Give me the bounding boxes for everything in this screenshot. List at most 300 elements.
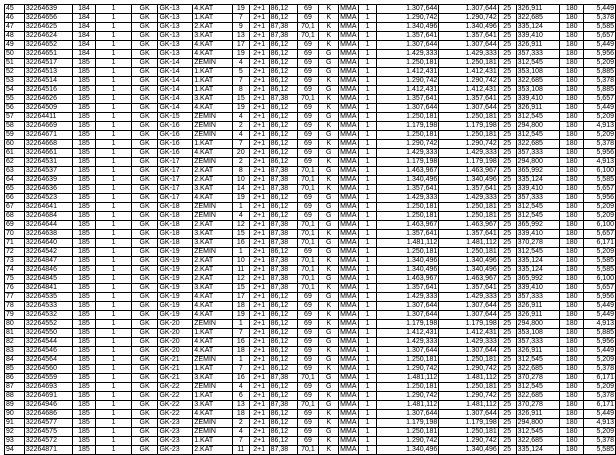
code-cell[interactable]: 32264572	[24, 437, 72, 446]
row-number-cell[interactable]: 79	[5, 311, 25, 320]
group-cell[interactable]: GK	[131, 302, 158, 311]
table-row[interactable]	[5, 383, 616, 392]
code-cell[interactable]: 32264846	[24, 266, 72, 275]
project-cell[interactable]: MMA	[339, 68, 359, 77]
code-cell[interactable]: 32264691	[24, 392, 72, 401]
qty-cell[interactable]: 1	[359, 293, 377, 302]
block-cell[interactable]: 185	[72, 185, 96, 194]
down-payment-cell[interactable]: 312,545	[516, 356, 560, 365]
installment-cell[interactable]: 5,956	[584, 293, 616, 302]
price-cell[interactable]: 1.463,967	[376, 275, 438, 284]
row-number-cell[interactable]: 45	[5, 5, 25, 14]
row-number-cell[interactable]: 75	[5, 275, 25, 284]
floor-cell[interactable]: 4.KAT	[193, 194, 233, 203]
months-cell[interactable]: 180	[560, 203, 584, 212]
total-price-cell[interactable]: 1.412,431	[439, 68, 498, 77]
down-payment-cell[interactable]: 312,545	[516, 248, 560, 257]
project-cell[interactable]: MMA	[339, 284, 359, 293]
group-cell[interactable]: GK	[131, 194, 158, 203]
row-number-cell[interactable]: 70	[5, 230, 25, 239]
code-cell[interactable]: 32264686	[24, 410, 72, 419]
table-row[interactable]	[5, 14, 616, 23]
row-number-cell[interactable]: 84	[5, 356, 25, 365]
down-payment-cell[interactable]: 326,911	[516, 41, 560, 50]
group-cell[interactable]: GK	[131, 158, 158, 167]
row-number-cell[interactable]: 72	[5, 248, 25, 257]
building-cell[interactable]: GK-19	[158, 257, 193, 266]
net-area-cell[interactable]: 69	[297, 320, 319, 329]
direction-cell[interactable]: G	[319, 131, 339, 140]
group-cell[interactable]: GK	[131, 239, 158, 248]
gross-area-cell[interactable]: 87,38	[269, 374, 297, 383]
net-area-cell[interactable]: 69	[297, 113, 319, 122]
room-type-cell[interactable]: 2+1	[249, 374, 269, 383]
table-row[interactable]	[5, 203, 616, 212]
qty-cell[interactable]: 1	[359, 167, 377, 176]
group-cell[interactable]: GK	[131, 320, 158, 329]
installment-cell[interactable]: 6,171	[584, 239, 616, 248]
installment-cell[interactable]: 5,585	[584, 446, 616, 455]
building-cell[interactable]: GK-19	[158, 293, 193, 302]
percent-cell[interactable]: 25	[498, 275, 516, 284]
net-area-cell[interactable]: 70,1	[297, 446, 319, 455]
unit-cell[interactable]: 1	[96, 203, 131, 212]
building-cell[interactable]: GK-13	[158, 32, 193, 41]
total-price-cell[interactable]: 1.357,641	[439, 32, 498, 41]
unit-cell[interactable]: 1	[96, 365, 131, 374]
qty-cell[interactable]: 1	[359, 311, 377, 320]
months-cell[interactable]: 180	[560, 194, 584, 203]
price-cell[interactable]: 1.307,644	[376, 41, 438, 50]
months-cell[interactable]: 180	[560, 365, 584, 374]
installment-cell[interactable]: 5,449	[584, 347, 616, 356]
total-price-cell[interactable]: 1.250,181	[439, 356, 498, 365]
direction-cell[interactable]: G	[319, 338, 339, 347]
table-row[interactable]	[5, 167, 616, 176]
room-type-cell[interactable]: 2+1	[249, 338, 269, 347]
net-area-cell[interactable]: 70,1	[297, 266, 319, 275]
direction-cell[interactable]: G	[319, 68, 339, 77]
qty-cell[interactable]: 1	[359, 68, 377, 77]
percent-cell[interactable]: 25	[498, 32, 516, 41]
direction-cell[interactable]: K	[319, 347, 339, 356]
down-payment-cell[interactable]: 294,800	[516, 419, 560, 428]
percent-cell[interactable]: 25	[498, 113, 516, 122]
total-price-cell[interactable]: 1.290,742	[439, 437, 498, 446]
unit-cell[interactable]: 1	[96, 104, 131, 113]
percent-cell[interactable]: 25	[498, 194, 516, 203]
gross-area-cell[interactable]: 86,12	[269, 419, 297, 428]
direction-cell[interactable]: K	[319, 185, 339, 194]
table-row[interactable]	[5, 140, 616, 149]
building-cell[interactable]: GK-13	[158, 14, 193, 23]
months-cell[interactable]: 180	[560, 257, 584, 266]
qty-cell[interactable]: 1	[359, 140, 377, 149]
door-no-cell[interactable]: 7	[232, 329, 249, 338]
net-area-cell[interactable]: 69	[297, 392, 319, 401]
door-no-cell[interactable]: 16	[232, 374, 249, 383]
block-cell[interactable]: 185	[72, 104, 96, 113]
table-row[interactable]	[5, 176, 616, 185]
row-number-cell[interactable]: 53	[5, 77, 25, 86]
row-number-cell[interactable]: 71	[5, 239, 25, 248]
building-cell[interactable]: GK-13	[158, 5, 193, 14]
row-number-cell[interactable]: 52	[5, 68, 25, 77]
floor-cell[interactable]: ZEMIN	[193, 59, 233, 68]
installment-cell[interactable]: 6,100	[584, 275, 616, 284]
percent-cell[interactable]: 25	[498, 401, 516, 410]
row-number-cell[interactable]: 83	[5, 347, 25, 356]
net-area-cell[interactable]: 69	[297, 248, 319, 257]
project-cell[interactable]: MMA	[339, 239, 359, 248]
direction-cell[interactable]: G	[319, 50, 339, 59]
down-payment-cell[interactable]: 322,685	[516, 14, 560, 23]
group-cell[interactable]: GK	[131, 257, 158, 266]
direction-cell[interactable]: K	[319, 158, 339, 167]
project-cell[interactable]: MMA	[339, 365, 359, 374]
block-cell[interactable]: 185	[72, 113, 96, 122]
unit-cell[interactable]: 1	[96, 347, 131, 356]
net-area-cell[interactable]: 70,1	[297, 239, 319, 248]
months-cell[interactable]: 180	[560, 320, 584, 329]
direction-cell[interactable]: K	[319, 77, 339, 86]
down-payment-cell[interactable]: 326,911	[516, 302, 560, 311]
qty-cell[interactable]: 1	[359, 374, 377, 383]
room-type-cell[interactable]: 2+1	[249, 212, 269, 221]
down-payment-cell[interactable]: 322,685	[516, 437, 560, 446]
down-payment-cell[interactable]: 322,685	[516, 392, 560, 401]
total-price-cell[interactable]: 1.290,742	[439, 392, 498, 401]
percent-cell[interactable]: 25	[498, 95, 516, 104]
qty-cell[interactable]: 1	[359, 221, 377, 230]
gross-area-cell[interactable]: 86,12	[269, 194, 297, 203]
room-type-cell[interactable]: 2+1	[249, 437, 269, 446]
code-cell[interactable]: 32264523	[24, 194, 72, 203]
qty-cell[interactable]: 1	[359, 365, 377, 374]
building-cell[interactable]: GK-17	[158, 194, 193, 203]
direction-cell[interactable]: G	[319, 221, 339, 230]
net-area-cell[interactable]: 69	[297, 131, 319, 140]
group-cell[interactable]: GK	[131, 356, 158, 365]
block-cell[interactable]: 185	[72, 410, 96, 419]
room-type-cell[interactable]: 2+1	[249, 203, 269, 212]
price-cell[interactable]: 1.307,644	[376, 5, 438, 14]
row-number-cell[interactable]: 76	[5, 284, 25, 293]
floor-cell[interactable]: 4.KAT	[193, 338, 233, 347]
project-cell[interactable]: MMA	[339, 392, 359, 401]
building-cell[interactable]: GK-14	[158, 68, 193, 77]
row-number-cell[interactable]: 50	[5, 50, 25, 59]
table-row[interactable]	[5, 347, 616, 356]
door-no-cell[interactable]: 7	[232, 437, 249, 446]
percent-cell[interactable]: 25	[498, 167, 516, 176]
group-cell[interactable]: GK	[131, 401, 158, 410]
door-no-cell[interactable]: 2	[232, 419, 249, 428]
door-no-cell[interactable]: 4	[232, 131, 249, 140]
down-payment-cell[interactable]: 335,124	[516, 266, 560, 275]
installment-cell[interactable]: 4,913	[584, 419, 616, 428]
floor-cell[interactable]: 4.KAT	[193, 104, 233, 113]
project-cell[interactable]: MMA	[339, 257, 359, 266]
percent-cell[interactable]: 25	[498, 5, 516, 14]
total-price-cell[interactable]: 1.307,644	[439, 41, 498, 50]
unit-cell[interactable]: 1	[96, 176, 131, 185]
unit-cell[interactable]: 1	[96, 77, 131, 86]
direction-cell[interactable]: K	[319, 95, 339, 104]
price-cell[interactable]: 1.290,742	[376, 140, 438, 149]
room-type-cell[interactable]: 2+1	[249, 311, 269, 320]
net-area-cell[interactable]: 70,1	[297, 221, 319, 230]
row-number-cell[interactable]: 73	[5, 257, 25, 266]
room-type-cell[interactable]: 2+1	[249, 86, 269, 95]
months-cell[interactable]: 180	[560, 338, 584, 347]
row-number-cell[interactable]: 67	[5, 203, 25, 212]
months-cell[interactable]: 180	[560, 122, 584, 131]
direction-cell[interactable]: G	[319, 194, 339, 203]
door-no-cell[interactable]: 19	[232, 311, 249, 320]
table-row[interactable]	[5, 41, 616, 50]
project-cell[interactable]: MMA	[339, 167, 359, 176]
row-number-cell[interactable]: 92	[5, 428, 25, 437]
building-cell[interactable]: GK-16	[158, 140, 193, 149]
percent-cell[interactable]: 25	[498, 23, 516, 32]
qty-cell[interactable]: 1	[359, 86, 377, 95]
total-price-cell[interactable]: 1.290,742	[439, 77, 498, 86]
months-cell[interactable]: 180	[560, 347, 584, 356]
percent-cell[interactable]: 25	[498, 149, 516, 158]
gross-area-cell[interactable]: 87,38	[269, 401, 297, 410]
down-payment-cell[interactable]: 339,410	[516, 32, 560, 41]
group-cell[interactable]: GK	[131, 275, 158, 284]
building-cell[interactable]: GK-18	[158, 239, 193, 248]
block-cell[interactable]: 185	[72, 419, 96, 428]
price-cell[interactable]: 1.179,198	[376, 419, 438, 428]
building-cell[interactable]: GK-13	[158, 50, 193, 59]
door-no-cell[interactable]: 4	[232, 428, 249, 437]
total-price-cell[interactable]: 1.340,496	[439, 446, 498, 455]
table-row[interactable]	[5, 194, 616, 203]
months-cell[interactable]: 180	[560, 311, 584, 320]
net-area-cell[interactable]: 69	[297, 140, 319, 149]
net-area-cell[interactable]: 70,1	[297, 176, 319, 185]
building-cell[interactable]: GK-15	[158, 113, 193, 122]
down-payment-cell[interactable]: 353,108	[516, 329, 560, 338]
block-cell[interactable]: 185	[72, 383, 96, 392]
months-cell[interactable]: 180	[560, 176, 584, 185]
net-area-cell[interactable]: 69	[297, 41, 319, 50]
building-cell[interactable]: GK-18	[158, 221, 193, 230]
installment-cell[interactable]: 5,378	[584, 14, 616, 23]
percent-cell[interactable]: 25	[498, 248, 516, 257]
code-cell[interactable]: 32264652	[24, 41, 72, 50]
table-row[interactable]	[5, 338, 616, 347]
qty-cell[interactable]: 1	[359, 104, 377, 113]
qty-cell[interactable]: 1	[359, 419, 377, 428]
months-cell[interactable]: 180	[560, 293, 584, 302]
unit-cell[interactable]: 1	[96, 275, 131, 284]
price-cell[interactable]: 1.463,967	[376, 221, 438, 230]
group-cell[interactable]: GK	[131, 59, 158, 68]
unit-cell[interactable]: 1	[96, 86, 131, 95]
row-number-cell[interactable]: 87	[5, 383, 25, 392]
direction-cell[interactable]: G	[319, 293, 339, 302]
block-cell[interactable]: 185	[72, 203, 96, 212]
code-cell[interactable]: 32264671	[24, 131, 72, 140]
qty-cell[interactable]: 1	[359, 23, 377, 32]
room-type-cell[interactable]: 2+1	[249, 284, 269, 293]
direction-cell[interactable]: K	[319, 176, 339, 185]
building-cell[interactable]: GK-16	[158, 131, 193, 140]
percent-cell[interactable]: 25	[498, 257, 516, 266]
project-cell[interactable]: MMA	[339, 158, 359, 167]
price-cell[interactable]: 1.307,644	[376, 410, 438, 419]
floor-cell[interactable]: 4.KAT	[193, 41, 233, 50]
percent-cell[interactable]: 25	[498, 293, 516, 302]
installment-cell[interactable]: 5,378	[584, 140, 616, 149]
table-row[interactable]	[5, 50, 616, 59]
net-area-cell[interactable]: 70,1	[297, 95, 319, 104]
building-cell[interactable]: GK-22	[158, 410, 193, 419]
direction-cell[interactable]: K	[319, 365, 339, 374]
unit-cell[interactable]: 1	[96, 428, 131, 437]
room-type-cell[interactable]: 2+1	[249, 293, 269, 302]
floor-cell[interactable]: 1.KAT	[193, 68, 233, 77]
project-cell[interactable]: MMA	[339, 221, 359, 230]
unit-cell[interactable]: 1	[96, 230, 131, 239]
net-area-cell[interactable]: 70,1	[297, 167, 319, 176]
code-cell[interactable]: 32264636	[24, 185, 72, 194]
months-cell[interactable]: 180	[560, 410, 584, 419]
direction-cell[interactable]: G	[319, 428, 339, 437]
project-cell[interactable]: MMA	[339, 5, 359, 14]
gross-area-cell[interactable]: 86,12	[269, 158, 297, 167]
gross-area-cell[interactable]: 86,12	[269, 14, 297, 23]
down-payment-cell[interactable]: 322,685	[516, 365, 560, 374]
qty-cell[interactable]: 1	[359, 347, 377, 356]
gross-area-cell[interactable]: 86,12	[269, 68, 297, 77]
qty-cell[interactable]: 1	[359, 239, 377, 248]
unit-cell[interactable]: 1	[96, 446, 131, 455]
net-area-cell[interactable]: 69	[297, 149, 319, 158]
price-cell[interactable]: 1.357,641	[376, 230, 438, 239]
net-area-cell[interactable]: 69	[297, 347, 319, 356]
unit-cell[interactable]: 1	[96, 50, 131, 59]
floor-cell[interactable]: 2.KAT	[193, 446, 233, 455]
door-no-cell[interactable]: 7	[232, 14, 249, 23]
percent-cell[interactable]: 25	[498, 50, 516, 59]
code-cell[interactable]: 32264641	[24, 203, 72, 212]
qty-cell[interactable]: 1	[359, 428, 377, 437]
door-no-cell[interactable]: 1	[232, 203, 249, 212]
down-payment-cell[interactable]: 335,124	[516, 446, 560, 455]
room-type-cell[interactable]: 2+1	[249, 401, 269, 410]
direction-cell[interactable]: K	[319, 320, 339, 329]
direction-cell[interactable]: K	[319, 122, 339, 131]
block-cell[interactable]: 185	[72, 320, 96, 329]
floor-cell[interactable]: 2.KAT	[193, 266, 233, 275]
room-type-cell[interactable]: 2+1	[249, 347, 269, 356]
gross-area-cell[interactable]: 86,12	[269, 383, 297, 392]
row-number-cell[interactable]: 46	[5, 14, 25, 23]
block-cell[interactable]: 185	[72, 365, 96, 374]
door-no-cell[interactable]: 7	[232, 365, 249, 374]
months-cell[interactable]: 180	[560, 95, 584, 104]
total-price-cell[interactable]: 1.340,496	[439, 176, 498, 185]
project-cell[interactable]: MMA	[339, 356, 359, 365]
table-row[interactable]	[5, 392, 616, 401]
group-cell[interactable]: GK	[131, 266, 158, 275]
table-row[interactable]	[5, 365, 616, 374]
project-cell[interactable]: MMA	[339, 122, 359, 131]
door-no-cell[interactable]: 4	[232, 59, 249, 68]
gross-area-cell[interactable]: 86,12	[269, 293, 297, 302]
group-cell[interactable]: GK	[131, 203, 158, 212]
row-number-cell[interactable]: 78	[5, 302, 25, 311]
floor-cell[interactable]: 2.KAT	[193, 257, 233, 266]
block-cell[interactable]: 185	[72, 212, 96, 221]
room-type-cell[interactable]: 2+1	[249, 194, 269, 203]
project-cell[interactable]: MMA	[339, 293, 359, 302]
gross-area-cell[interactable]: 87,38	[269, 221, 297, 230]
floor-cell[interactable]: 4.KAT	[193, 311, 233, 320]
table-row[interactable]	[5, 437, 616, 446]
net-area-cell[interactable]: 70,1	[297, 185, 319, 194]
group-cell[interactable]: GK	[131, 212, 158, 221]
net-area-cell[interactable]: 69	[297, 419, 319, 428]
group-cell[interactable]: GK	[131, 5, 158, 14]
table-row[interactable]	[5, 329, 616, 338]
net-area-cell[interactable]: 70,1	[297, 401, 319, 410]
total-price-cell[interactable]: 1.340,496	[439, 23, 498, 32]
months-cell[interactable]: 180	[560, 248, 584, 257]
block-cell[interactable]: 185	[72, 86, 96, 95]
unit-cell[interactable]: 1	[96, 5, 131, 14]
project-cell[interactable]: MMA	[339, 419, 359, 428]
floor-cell[interactable]: 1.KAT	[193, 86, 233, 95]
block-cell[interactable]: 184	[72, 32, 96, 41]
row-number-cell[interactable]: 62	[5, 158, 25, 167]
building-cell[interactable]: GK-14	[158, 86, 193, 95]
direction-cell[interactable]: G	[319, 167, 339, 176]
total-price-cell[interactable]: 1.357,641	[439, 230, 498, 239]
floor-cell[interactable]: 1.KAT	[193, 437, 233, 446]
floor-cell[interactable]: 3.KAT	[193, 95, 233, 104]
door-no-cell[interactable]: 19	[232, 194, 249, 203]
down-payment-cell[interactable]: 357,333	[516, 293, 560, 302]
price-cell[interactable]: 1.357,641	[376, 185, 438, 194]
direction-cell[interactable]: K	[319, 140, 339, 149]
total-price-cell[interactable]: 1.481,112	[439, 374, 498, 383]
table-row[interactable]	[5, 23, 616, 32]
net-area-cell[interactable]: 69	[297, 212, 319, 221]
block-cell[interactable]: 185	[72, 68, 96, 77]
door-no-cell[interactable]: 15	[232, 95, 249, 104]
project-cell[interactable]: MMA	[339, 320, 359, 329]
room-type-cell[interactable]: 2+1	[249, 149, 269, 158]
building-cell[interactable]: GK-21	[158, 365, 193, 374]
block-cell[interactable]: 184	[72, 50, 96, 59]
project-cell[interactable]: MMA	[339, 32, 359, 41]
gross-area-cell[interactable]: 86,12	[269, 347, 297, 356]
unit-cell[interactable]: 1	[96, 68, 131, 77]
percent-cell[interactable]: 25	[498, 140, 516, 149]
room-type-cell[interactable]: 2+1	[249, 302, 269, 311]
door-no-cell[interactable]: 13	[232, 401, 249, 410]
net-area-cell[interactable]: 70,1	[297, 32, 319, 41]
block-cell[interactable]: 185	[72, 392, 96, 401]
gross-area-cell[interactable]: 87,38	[269, 95, 297, 104]
door-no-cell[interactable]: 19	[232, 50, 249, 59]
